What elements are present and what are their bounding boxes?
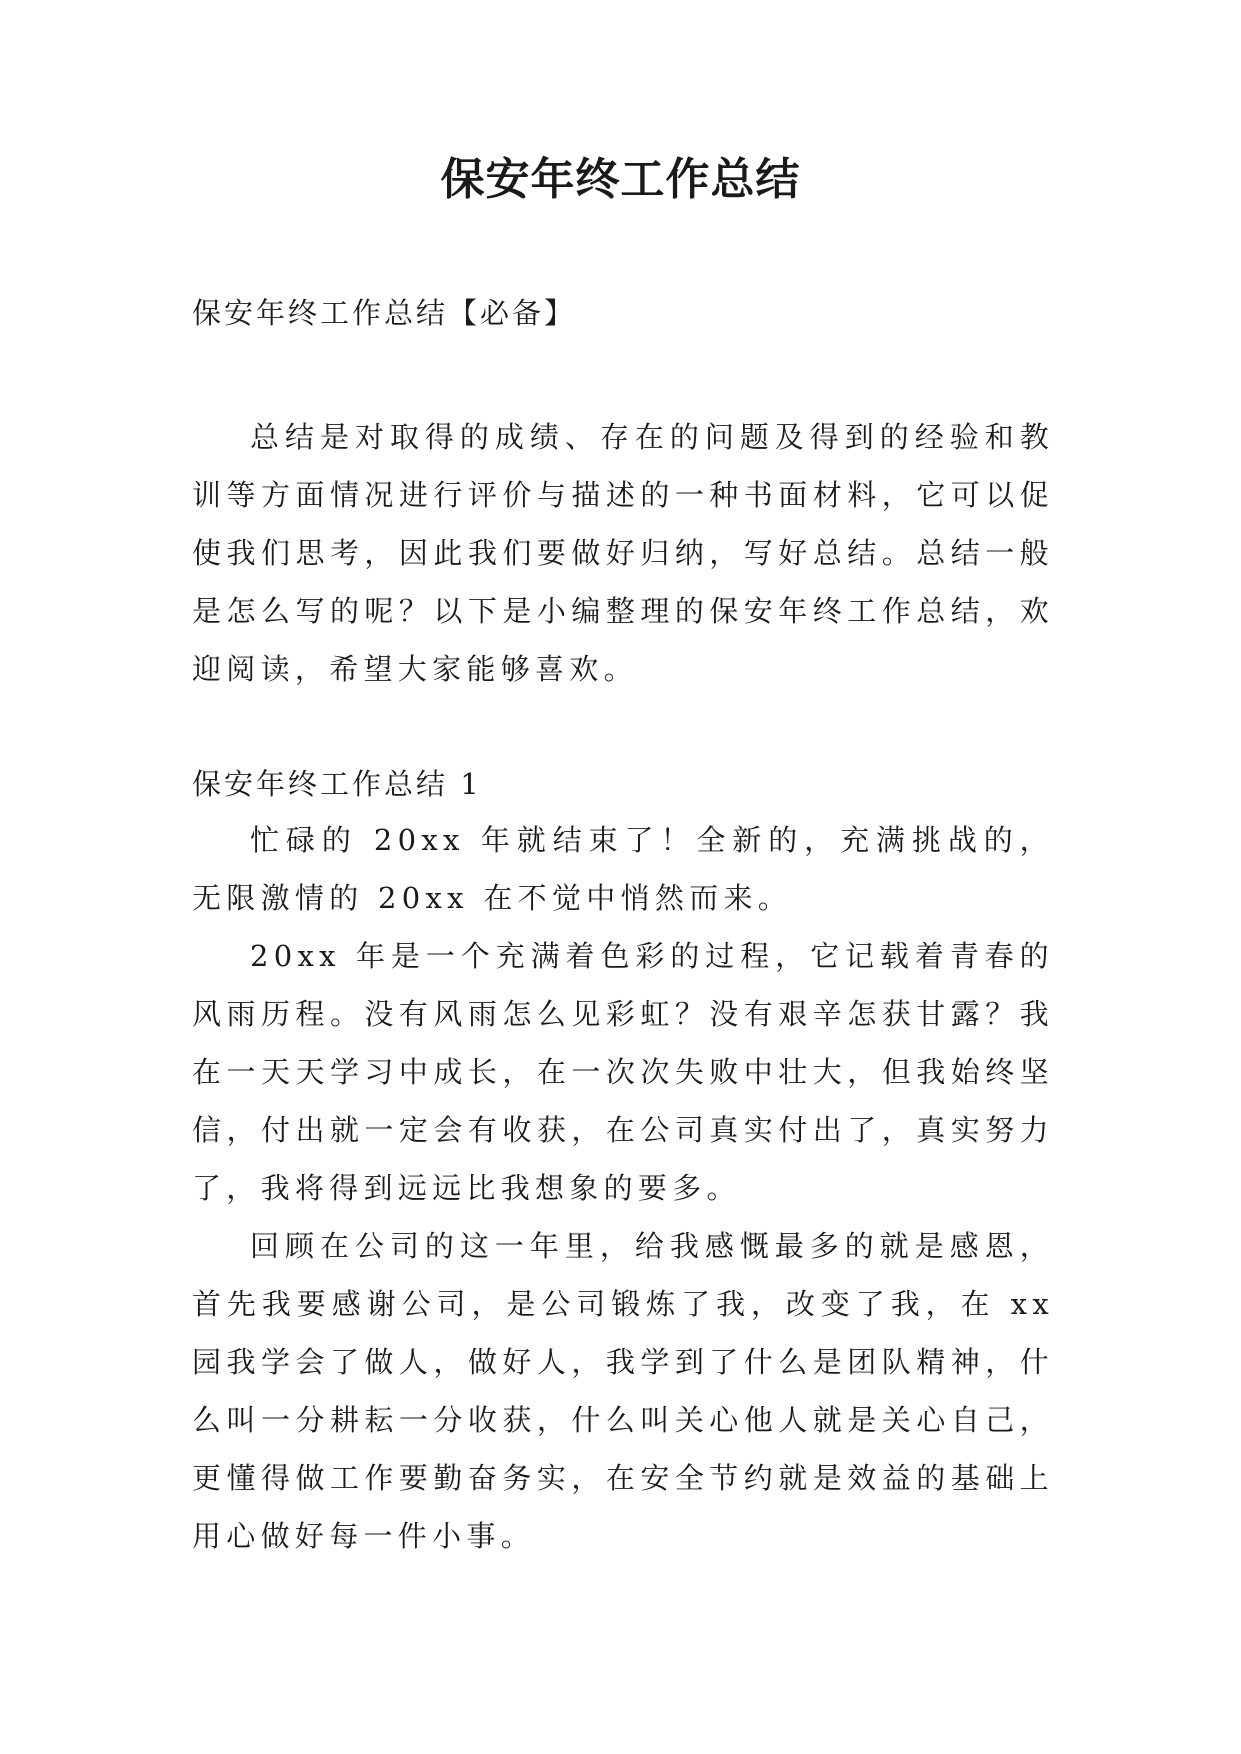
body-paragraph: 忙碌的 20xx 年就结束了！全新的，充满挑战的，无限激情的 20xx 在不觉中悄然而来。 bbox=[192, 823, 1054, 915]
section-heading: 保安年终工作总结 1 bbox=[192, 767, 482, 801]
intro-paragraph: 总结是对取得的成绩、存在的问题及得到的经验和教训等方面情况进行评价与描述的一种书面材料，它可以促使我们思考，因此我们要做好归纳，写好总结。总结一般是怎么写的呢？以下是小编整理的保安年终工作总结，欢迎阅读，希望大家能够喜欢。 bbox=[192, 420, 1054, 686]
document-subtitle: 保安年终工作总结【必备】 bbox=[192, 296, 577, 330]
body-paragraph: 20xx 年是一个充满着色彩的过程，它记载着青春的风雨历程。没有风雨怎么见彩虹？没有艰辛怎获甘露？我在一天天学习中成长，在一次次失败中壮大，但我始终坚信，付出就一定会有收获，在公司真实付出了，真实努力了，我将得到远远比我想象的要多。 bbox=[192, 939, 1054, 1205]
document-title: 保安年终工作总结 bbox=[440, 154, 801, 205]
body-paragraph: 回顾在公司的这一年里，给我感慨最多的就是感恩，首先我要感谢公司，是公司锻炼了我，改变了我，在 xx 园我学会了做人，做好人，我学到了什么是团队精神，什么叫一分耕耘一分收获，什么叫关心他人就是关心自己，更懂得做工作要勤奋务实，在安全节约就是效益的基础上用心做好每一件小事。 bbox=[192, 1229, 1054, 1553]
